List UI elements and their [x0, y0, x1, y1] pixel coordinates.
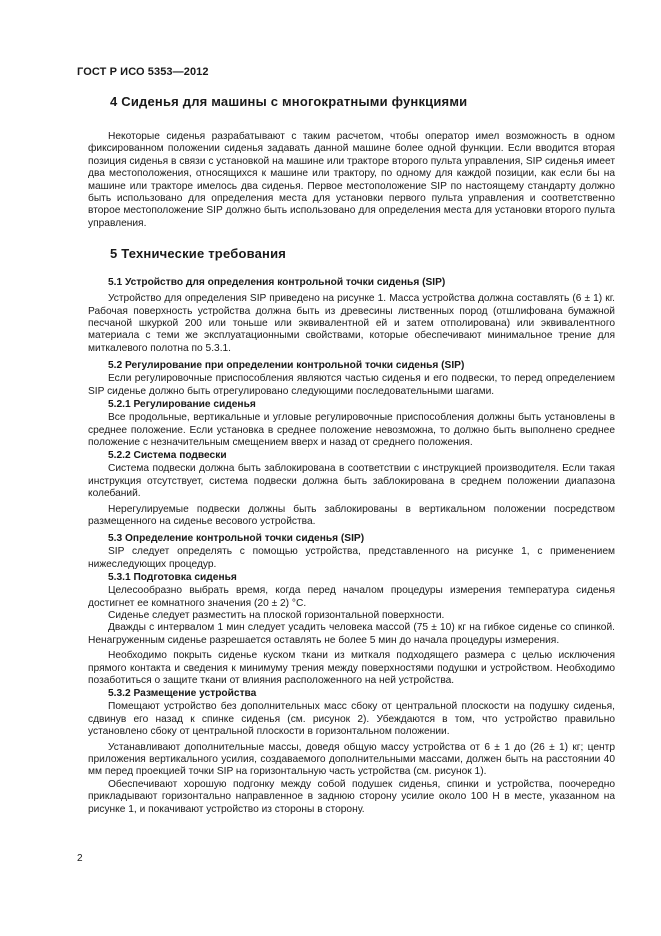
section-5-3-title: 5.3 Определение контрольной точки сиденья (SIP)	[108, 533, 365, 545]
section-4-title: 4 Сиденья для машины с многократными функциями	[110, 94, 468, 109]
section-5-title: 5 Технические требования	[110, 246, 287, 262]
section-4-paragraph: Некоторые сиденья разрабатывают с таким расчетом, чтобы оператор имел возможность в одном фиксированном положении сиденья задавать данной машине более одной функции. Если вводится вторая позиция сиденья в связи с установкой на машине или тракторе второго пульта управления, SIP сиденья имеет два местоположения, относящихся к машине или трактору, по одному для каждой позиции, как если бы на машине или тракторе имелось два сиденья. Первое местоположение SIP по настоящему стандарту должно быть использовано для определения места для установки первого пульта управления и соответственно второе местоположение SIP должно быть использовано для определения места для установки второго пульта управления.	[88, 131, 615, 229]
section-5-3-1-paragraph-3: Дважды с интервалом 1 мин следует усадить человека массой (75 ± 10) кг на гибкое сиденье со спинкой. Ненагруженным сиденье разрешается оставлять не более 5 мин до начала процедуры измерения.	[88, 622, 615, 646]
section-5-3-2-paragraph-1: Помещают устройство без дополнительных масс сбоку от центральной плоскости на подушку сиденья, сдвинув его назад к спинке сиденья (см. рисунок 2). Убеждаются в том, что устройство правильно установлено сбоку от центральной плоскости в горизонтальном положении.	[88, 701, 615, 738]
section-5-1-paragraph: Устройство для определения SIP приведено на рисунке 1. Масса устройства должна составлять (6 ± 1) кг. Рабочая поверхность устройства должна быть из древесины лиственных пород (отшлифована бумажной песчаной шкуркой 200 или тоньше или эквивалентной ей и затем отполирована) или эквивалентного материала с теми же эксплуатационными свойствами, которые обеспечивают минимальное трение для миткалевого полотна по 5.3.1.	[88, 293, 615, 354]
section-5-3-2-paragraph-2: Устанавливают дополнительные массы, доведя общую массу устройства от 6 ± 1 до (26 ± 1) кг; центр приложения вертикального усилия, создаваемого дополнительными массами, должен быть на расстоянии 40 мм перед проекцией точки SIP на горизонтальную часть устройства (см. рисунок 1).	[88, 741, 615, 778]
section-5-1-title: 5.1 Устройство для определения контрольной точки сиденья (SIP)	[108, 277, 446, 289]
section-5-3-1-paragraph-4: Необходимо покрыть сиденье куском ткани из миткаля подходящего размера с целью исключения прямого контакта и сведения к минимуму трения между поверхностями подушки и устройством. Необходимо позаботиться о защите ткани от влияния расположенного на ней устройства.	[88, 650, 615, 686]
section-5-2-1-paragraph: Все продольные, вертикальные и угловые регулировочные приспособления должны быть установлены в среднее положение. Если установка в среднее положение невозможна, то должно быть выполнено среднее положение с незначительным смещением вверх и назад от среднего положения.	[88, 412, 615, 448]
section-5-3-paragraph: SIP следует определять с помощью устройства, представленного на рисунке 1, с применением нижеследующих процедур.	[88, 546, 615, 570]
page-number: 2	[77, 853, 83, 864]
section-5-3-2-title: 5.3.2 Размещение устройства	[108, 688, 257, 700]
section-5-2-2-title: 5.2.2 Система подвески	[108, 450, 227, 462]
document-body	[88, 94, 615, 816]
section-5-3-1-paragraph-1: Целесообразно выбрать время, когда перед началом процедуры измерения температура сиденья достигнет ее комнатного значения (20 ± 2) °C.	[88, 585, 615, 609]
section-5-2-2-paragraph-2: Нерегулируемые подвески должны быть заблокированы в вертикальном положении посредством размещенного на сиденье весового устройства.	[88, 503, 615, 527]
section-5-2-paragraph: Если регулировочные приспособления являются частью сиденья и его подвески, то перед определением SIP сиденье должно быть отрегулировано следующими последовательными шагами.	[88, 373, 615, 397]
document-header: ГОСТ Р ИСО 5353—2012	[77, 66, 209, 78]
section-5-2-title: 5.2 Регулирование при определении контрольной точки сиденья (SIP)	[108, 360, 465, 372]
section-5-3-1-paragraph-2: Сиденье следует разместить на плоской горизонтальной поверхности.	[108, 609, 445, 621]
section-5-3-2-paragraph-3: Обеспечивают хорошую подгонку между собой подушек сиденья, спинки и устройства, поочередно прикладывают горизонтально направленное в заднюю сторону усилие около 100 Н в месте, указанном на рисунке 1, и покачивают устройство из стороны в сторону.	[88, 778, 615, 815]
section-5-3-1-title: 5.3.1 Подготовка сиденья	[108, 572, 237, 584]
section-5-2-1-title: 5.2.1 Регулирование сиденья	[108, 399, 256, 411]
section-5-2-2-paragraph-1: Система подвески должна быть заблокирована в соответствии с инструкцией производителя. Если такая инструкция отсутствует, система подвески должна быть заблокирована в среднем положении диапазона колебаний.	[88, 463, 615, 500]
